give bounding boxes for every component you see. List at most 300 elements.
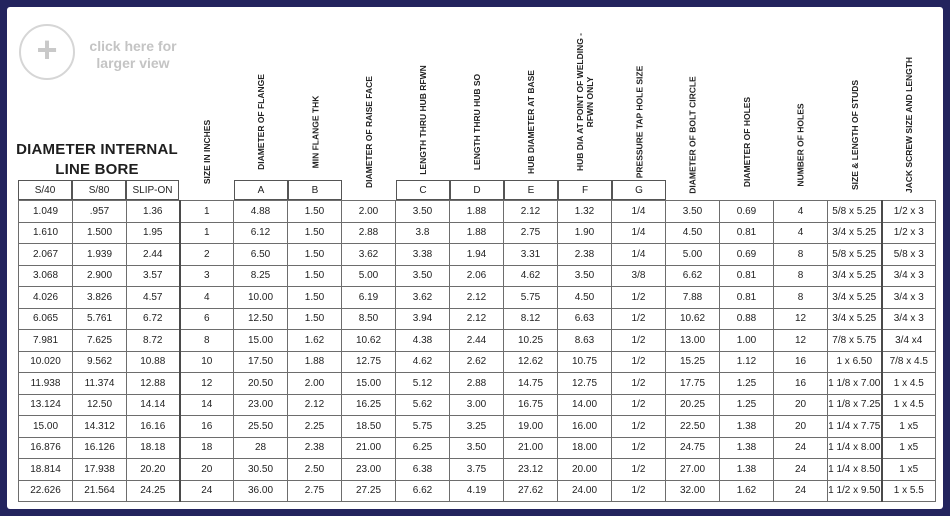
table-cell: 3.25: [450, 416, 504, 438]
table-cell: 15.00: [19, 416, 73, 438]
table-cell: 1.90: [558, 222, 612, 244]
table-row: [19, 437, 936, 459]
table-row: [19, 265, 936, 287]
letter-g: G: [612, 180, 666, 200]
header-hub-so-text: LENGTH THRU HUB SO: [472, 73, 482, 171]
flange-dimension-sheet: [7, 7, 943, 509]
table-cell: 1/2: [612, 287, 666, 309]
table-cell: 3/4 x 5.25: [828, 265, 882, 287]
table-cell: 8.25: [234, 265, 288, 287]
table-cell: 2.067: [19, 244, 73, 266]
table-cell: 14.00: [558, 394, 612, 416]
table-cell: 3.50: [396, 201, 450, 223]
letter-e: E: [504, 180, 558, 200]
table-cell: 1/4: [612, 222, 666, 244]
table-cell: 8: [774, 244, 828, 266]
table-cell: 16.126: [73, 437, 127, 459]
table-cell: 9.562: [73, 351, 127, 373]
header-hub-rfwn-text: LENGTH THRU HUB RFWN: [418, 64, 429, 175]
table-cell: 23.12: [504, 459, 558, 481]
table-cell: 5.75: [504, 287, 558, 309]
header-bolt-circle: [666, 72, 720, 197]
table-cell: 1.36: [127, 201, 180, 223]
table-cell: 3.31: [504, 244, 558, 266]
table-cell: 28: [234, 437, 288, 459]
header-flange-thk: [288, 87, 342, 177]
table-cell: 2.44: [127, 244, 180, 266]
table-cell: 18.814: [19, 459, 73, 481]
table-cell: 12: [774, 330, 828, 352]
table-cell: 21.00: [504, 437, 558, 459]
internal-bore-title: [7, 140, 187, 180]
header-s80: S/80: [72, 180, 126, 200]
table-cell: 13.00: [666, 330, 720, 352]
header-studs-text: SIZE & LENGTH OF STUDS: [850, 79, 860, 190]
table-cell: 6.19: [342, 287, 396, 309]
table-cell: 5/8 x 3: [882, 244, 936, 266]
table-cell: 18.18: [127, 437, 180, 459]
table-cell: 12: [774, 308, 828, 330]
table-cell: 10.25: [504, 330, 558, 352]
table-cell: 5.00: [342, 265, 396, 287]
table-cell: 21.564: [73, 480, 127, 502]
table-cell: 3: [180, 265, 234, 287]
table-cell: 17.75: [666, 373, 720, 395]
table-cell: 1/2: [612, 437, 666, 459]
table-cell: 1.049: [19, 201, 73, 223]
table-cell: 8: [774, 265, 828, 287]
table-row: [19, 330, 936, 352]
table-cell: 1/2 x 3: [882, 222, 936, 244]
table-cell: 1/2 x 3: [882, 201, 936, 223]
table-cell: 1 x5: [882, 416, 936, 438]
table-cell: 6.62: [396, 480, 450, 502]
table-cell: 1.38: [720, 459, 774, 481]
table-cell: 25.50: [234, 416, 288, 438]
table-cell: 0.81: [720, 265, 774, 287]
header-jack-screw: [882, 52, 936, 197]
table-cell: 1.62: [720, 480, 774, 502]
table-cell: 1.88: [450, 201, 504, 223]
table-cell: 8.12: [504, 308, 558, 330]
table-cell: 1.88: [288, 351, 342, 373]
table-cell: 14.14: [127, 394, 180, 416]
table-cell: 2.900: [73, 265, 127, 287]
table-cell: 12: [180, 373, 234, 395]
table-cell: 1.38: [720, 416, 774, 438]
table-cell: 16.876: [19, 437, 73, 459]
table-cell: 2.88: [342, 222, 396, 244]
table-row: [19, 201, 936, 223]
table-cell: 3/4 x4: [882, 330, 936, 352]
table-cell: 1 x5: [882, 437, 936, 459]
table-cell: 1/2: [612, 308, 666, 330]
table-cell: 8: [180, 330, 234, 352]
table-cell: 2.06: [450, 265, 504, 287]
table-cell: 1.939: [73, 244, 127, 266]
table-cell: 6.12: [234, 222, 288, 244]
table-cell: 4: [774, 201, 828, 223]
table-cell: 20.00: [558, 459, 612, 481]
header-flange-dia: [234, 62, 288, 182]
table-cell: 7/8 x 5.75: [828, 330, 882, 352]
enlarge-line1: click here for: [89, 38, 177, 54]
table-cell: 1.38: [720, 437, 774, 459]
table-cell: 15.00: [234, 330, 288, 352]
table-cell: 2.12: [450, 287, 504, 309]
table-cell: 3/4 x 3: [882, 287, 936, 309]
table-cell: 20: [180, 459, 234, 481]
header-holes-dia-text: DIAMETER OF HOLES: [742, 96, 753, 188]
table-cell: 4.62: [396, 351, 450, 373]
table-cell: 16: [180, 416, 234, 438]
table-cell: 5.00: [666, 244, 720, 266]
table-cell: 1.00: [720, 330, 774, 352]
table-cell: 2.38: [558, 244, 612, 266]
table-row: [19, 287, 936, 309]
table-cell: 1/2: [612, 459, 666, 481]
table-cell: 2.25: [288, 416, 342, 438]
table-cell: 5/8 x 5.25: [828, 244, 882, 266]
table-cell: 10: [180, 351, 234, 373]
table-cell: 1/2: [612, 330, 666, 352]
table-cell: 3.94: [396, 308, 450, 330]
table-cell: 4.50: [558, 287, 612, 309]
table-cell: 1/4: [612, 201, 666, 223]
table-cell: 15.25: [666, 351, 720, 373]
header-hub-rfwn: [396, 57, 450, 182]
header-hub-welding-line1: HUB DIA AT POINT OF WELDING -: [575, 32, 586, 172]
table-cell: 7.981: [19, 330, 73, 352]
letter-f: F: [558, 180, 612, 200]
table-cell: 1/2: [612, 480, 666, 502]
table-cell: 4.62: [504, 265, 558, 287]
table-cell: 2.62: [450, 351, 504, 373]
table-cell: 1 x 5.5: [882, 480, 936, 502]
table-cell: 12.75: [342, 351, 396, 373]
table-cell: 1 x 6.50: [828, 351, 882, 373]
table-cell: 10.62: [666, 308, 720, 330]
table-cell: 6.72: [127, 308, 180, 330]
table-cell: 32.00: [666, 480, 720, 502]
table-cell: 1/2: [612, 373, 666, 395]
table-cell: 3.38: [396, 244, 450, 266]
table-cell: 1 x 4.5: [882, 394, 936, 416]
table-cell: 12.62: [504, 351, 558, 373]
table-cell: 1: [180, 201, 234, 223]
table-cell: 4: [774, 222, 828, 244]
header-holes-dia: [720, 87, 774, 197]
table-cell: 3.8: [396, 222, 450, 244]
table-cell: 1.32: [558, 201, 612, 223]
letter-d: D: [450, 180, 504, 200]
table-cell: 27.25: [342, 480, 396, 502]
table-row: [19, 480, 936, 502]
table-cell: 1 1/4 x 8.50: [828, 459, 882, 481]
table-cell: 16.75: [504, 394, 558, 416]
header-hub-welding: [558, 22, 612, 182]
table-cell: 3.75: [450, 459, 504, 481]
table-cell: 36.00: [234, 480, 288, 502]
header-hub-base: [504, 62, 558, 182]
enlarge-text: [79, 38, 187, 72]
table-cell: 4.38: [396, 330, 450, 352]
table-cell: .957: [73, 201, 127, 223]
table-cell: 4.026: [19, 287, 73, 309]
table-cell: 1 1/4 x 8.00: [828, 437, 882, 459]
table-cell: 16.00: [558, 416, 612, 438]
table-cell: 11.938: [19, 373, 73, 395]
table-cell: 2.38: [288, 437, 342, 459]
table-cell: 16: [774, 351, 828, 373]
table-cell: 2.50: [288, 459, 342, 481]
table-cell: 1 x5: [882, 459, 936, 481]
table-cell: 1.50: [288, 244, 342, 266]
table-cell: 3.50: [666, 201, 720, 223]
table-row: [19, 416, 936, 438]
header-holes-num-text: NUMBER OF HOLES: [796, 102, 806, 187]
table-cell: 24: [180, 480, 234, 502]
header-hub-welding-text: [575, 33, 595, 171]
letter-a: A: [234, 180, 288, 200]
header-hub-so: [450, 62, 504, 182]
table-cell: 5.761: [73, 308, 127, 330]
header-hub-welding-line2: RFWN ONLY: [585, 76, 596, 128]
table-cell: 1: [180, 222, 234, 244]
table-cell: 2.00: [288, 373, 342, 395]
table-cell: 2.12: [450, 308, 504, 330]
table-cell: 23.00: [342, 459, 396, 481]
table-cell: 5.12: [396, 373, 450, 395]
table-cell: 6.065: [19, 308, 73, 330]
table-cell: 8: [774, 287, 828, 309]
table-cell: 10.020: [19, 351, 73, 373]
table-cell: 0.69: [720, 201, 774, 223]
table-cell: 1 1/8 x 7.25: [828, 394, 882, 416]
table-cell: 2.75: [504, 222, 558, 244]
table-cell: 18.00: [558, 437, 612, 459]
table-cell: 16: [774, 373, 828, 395]
table-cell: 4.57: [127, 287, 180, 309]
table-cell: 1/2: [612, 351, 666, 373]
table-cell: 7/8 x 4.5: [882, 351, 936, 373]
table-cell: 24.75: [666, 437, 720, 459]
table-cell: 3.62: [342, 244, 396, 266]
table-cell: 1 1/8 x 7.00: [828, 373, 882, 395]
header-raise-face-text: DIAMETER OF RAISE FACE: [364, 76, 374, 188]
table-cell: 23.00: [234, 394, 288, 416]
table-cell: 1.50: [288, 308, 342, 330]
table-cell: 10.88: [127, 351, 180, 373]
table-cell: 3/8: [612, 265, 666, 287]
table-cell: 24: [774, 437, 828, 459]
table-cell: 17.938: [73, 459, 127, 481]
header-studs: [828, 72, 882, 197]
table-cell: 1.94: [450, 244, 504, 266]
table-cell: 1 1/2 x 9.50: [828, 480, 882, 502]
table-cell: 14: [180, 394, 234, 416]
table-cell: 5.75: [396, 416, 450, 438]
table-cell: 20.25: [666, 394, 720, 416]
table-cell: 1.50: [288, 287, 342, 309]
table-cell: 10.62: [342, 330, 396, 352]
table-cell: 6.25: [396, 437, 450, 459]
table-row: [19, 394, 936, 416]
table-cell: 24: [774, 480, 828, 502]
table-cell: 2.88: [450, 373, 504, 395]
table-cell: 6.63: [558, 308, 612, 330]
table-row: [19, 373, 936, 395]
table-cell: 17.50: [234, 351, 288, 373]
table-cell: 0.81: [720, 222, 774, 244]
header-size-text: SIZE IN INCHES: [202, 119, 213, 185]
table-cell: 2.12: [504, 201, 558, 223]
table-cell: 8.63: [558, 330, 612, 352]
table-cell: 5/8 x 5.25: [828, 201, 882, 223]
table-cell: 1.25: [720, 394, 774, 416]
table-cell: 3/4 x 3: [882, 308, 936, 330]
table-cell: 24.00: [558, 480, 612, 502]
plus-icon: +: [36, 29, 58, 70]
table-cell: 3/4 x 3: [882, 265, 936, 287]
header-bolt-circle-text: DIAMETER OF BOLT CIRCLE: [688, 75, 699, 194]
table-cell: 2.44: [450, 330, 504, 352]
table-cell: 1.50: [288, 265, 342, 287]
table-cell: 12.75: [558, 373, 612, 395]
header-size: [180, 102, 234, 202]
table-cell: 3.068: [19, 265, 73, 287]
table-cell: 3/4 x 5.25: [828, 308, 882, 330]
header-tap-hole: [612, 62, 666, 182]
table-cell: 2.12: [288, 394, 342, 416]
table-cell: 1.500: [73, 222, 127, 244]
enlarge-line2: larger view: [96, 55, 170, 71]
table-cell: 20: [774, 394, 828, 416]
header-flange-thk-text: MIN FLANGE THK: [310, 95, 320, 169]
header-slip-on: SLIP-ON: [126, 180, 179, 200]
table-cell: 24.25: [127, 480, 180, 502]
table-cell: 14.75: [504, 373, 558, 395]
table-cell: 10.00: [234, 287, 288, 309]
table-cell: 1 x 4.5: [882, 373, 936, 395]
table-cell: 1.95: [127, 222, 180, 244]
header-jack-screw-text: JACK SCREW SIZE AND LENGTH: [904, 56, 915, 193]
header-raise-face: [342, 67, 396, 197]
table-cell: 3/4 x 5.25: [828, 222, 882, 244]
header-s40: S/40: [18, 180, 72, 200]
title-line2: LINE BORE: [55, 161, 139, 178]
table-cell: 1.25: [720, 373, 774, 395]
table-cell: 1.62: [288, 330, 342, 352]
table-cell: 6.62: [666, 265, 720, 287]
table-cell: 24: [774, 459, 828, 481]
table-cell: 3.62: [396, 287, 450, 309]
table-cell: 1.610: [19, 222, 73, 244]
table-cell: 0.81: [720, 287, 774, 309]
table-cell: 4.88: [234, 201, 288, 223]
table-cell: 18.50: [342, 416, 396, 438]
header-holes-num: [774, 92, 828, 197]
table-cell: 14.312: [73, 416, 127, 438]
table-cell: 6.38: [396, 459, 450, 481]
letter-c: C: [396, 180, 450, 200]
table-cell: 2: [180, 244, 234, 266]
table-cell: 22.50: [666, 416, 720, 438]
table-cell: 5.62: [396, 394, 450, 416]
table-cell: 19.00: [504, 416, 558, 438]
table-cell: 10.75: [558, 351, 612, 373]
table-cell: 27.00: [666, 459, 720, 481]
table-cell: 1.88: [450, 222, 504, 244]
table-cell: 3.50: [558, 265, 612, 287]
table-cell: 21.00: [342, 437, 396, 459]
table-cell: 1/4: [612, 244, 666, 266]
header-tap-hole-text: PRESSURE TAP HOLE SIZE: [634, 65, 645, 179]
table-cell: 12.88: [127, 373, 180, 395]
table-cell: 18: [180, 437, 234, 459]
table-cell: 8.72: [127, 330, 180, 352]
table-cell: 20.50: [234, 373, 288, 395]
table-cell: 16.25: [342, 394, 396, 416]
table-cell: 1/2: [612, 416, 666, 438]
flange-data-table: [18, 200, 936, 502]
table-cell: 27.62: [504, 480, 558, 502]
table-cell: 3.50: [396, 265, 450, 287]
table-cell: 12.50: [234, 308, 288, 330]
enlarge-link[interactable]: [19, 24, 181, 82]
table-cell: 4.50: [666, 222, 720, 244]
table-cell: 1.50: [288, 222, 342, 244]
table-cell: 11.374: [73, 373, 127, 395]
table-cell: 20: [774, 416, 828, 438]
table-cell: 20.20: [127, 459, 180, 481]
table-cell: 13.124: [19, 394, 73, 416]
table-row: [19, 244, 936, 266]
table-cell: 3.826: [73, 287, 127, 309]
table-cell: 16.16: [127, 416, 180, 438]
table-cell: 1/2: [612, 394, 666, 416]
table-cell: 7.625: [73, 330, 127, 352]
table-cell: 1.50: [288, 201, 342, 223]
title-line1: DIAMETER INTERNAL: [16, 141, 178, 158]
header-flange-dia-text: DIAMETER OF FLANGE: [256, 74, 267, 170]
table-cell: 4.19: [450, 480, 504, 502]
table-cell: 4: [180, 287, 234, 309]
table-cell: 1.12: [720, 351, 774, 373]
table-cell: 3.57: [127, 265, 180, 287]
table-cell: 0.88: [720, 308, 774, 330]
table-cell: 15.00: [342, 373, 396, 395]
table-cell: 2.75: [288, 480, 342, 502]
table-cell: 22.626: [19, 480, 73, 502]
table-cell: 0.69: [720, 244, 774, 266]
table-cell: 6: [180, 308, 234, 330]
table-cell: 7.88: [666, 287, 720, 309]
header-hub-base-text: HUB DIAMETER AT BASE: [526, 70, 537, 174]
table-cell: 6.50: [234, 244, 288, 266]
letter-b: B: [288, 180, 342, 200]
table-cell: 8.50: [342, 308, 396, 330]
table-cell: 30.50: [234, 459, 288, 481]
table-cell: 2.00: [342, 201, 396, 223]
table-cell: 12.50: [73, 394, 127, 416]
table-row: [19, 222, 936, 244]
table-cell: 3/4 x 5.25: [828, 287, 882, 309]
table-cell: 3.50: [450, 437, 504, 459]
table-row: [19, 459, 936, 481]
table-row: [19, 308, 936, 330]
table-row: [19, 351, 936, 373]
